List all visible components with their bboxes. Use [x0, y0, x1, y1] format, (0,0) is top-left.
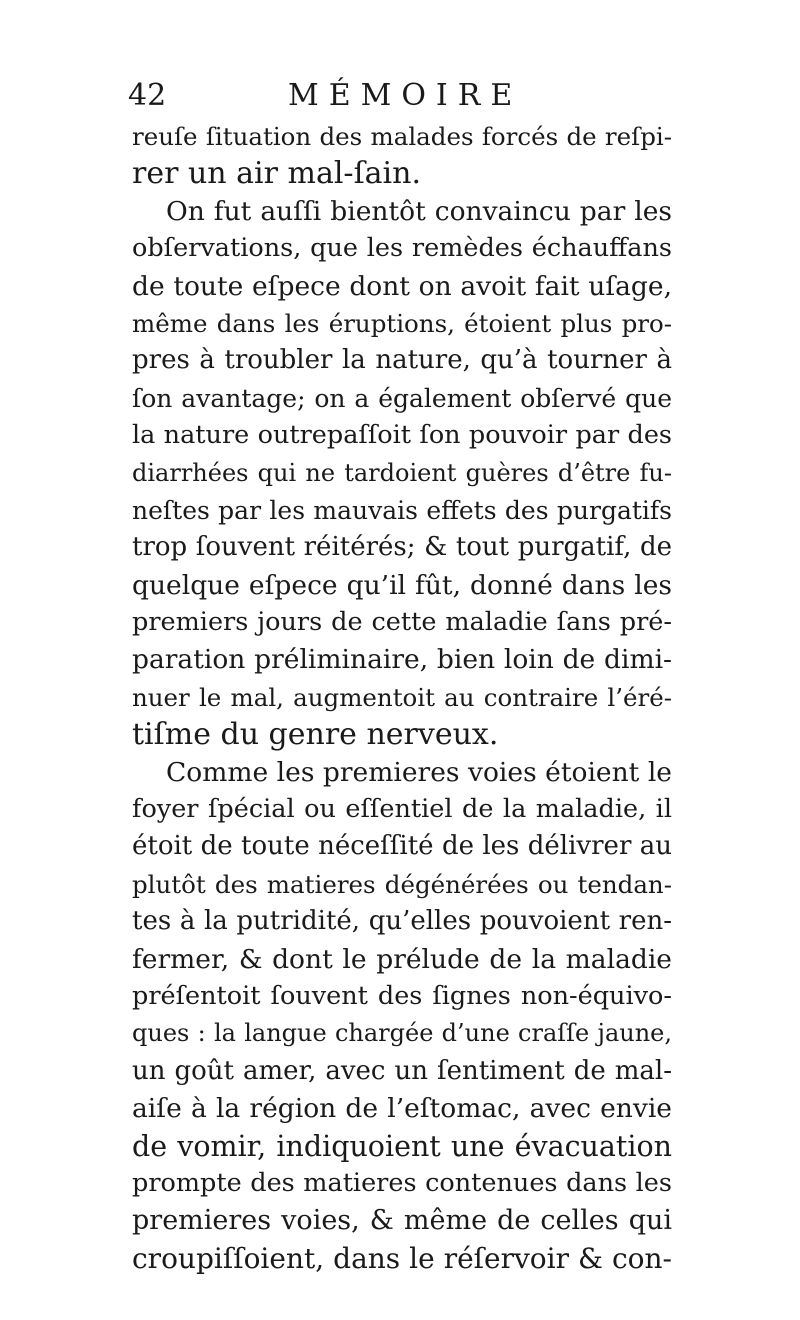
text-line: diarrhées qui ne tardoient guères d’être fu-	[132, 458, 672, 487]
text-line: obſervations, que les remèdes échauffans	[132, 233, 672, 264]
text-line: ſon avantage; on a également obſervé que	[132, 383, 672, 413]
text-line: même dans les éruptions, étoient plus pro-	[132, 308, 672, 338]
text-line: foyer ſpécial ou eſſentiel de la maladie, il	[132, 794, 672, 825]
text-line: pres à troubler la nature, qu’à tourner à	[132, 345, 672, 376]
text-line: premieres voies, & même de celles qui	[132, 1205, 672, 1237]
text-line: croupiſſoient, dans le réſervoir & con-	[132, 1241, 672, 1275]
text-line: quelque eſpece qu’il fût, donné dans les	[132, 569, 672, 601]
text-line: la nature outrepaſſoit ſon pouvoir par des	[132, 420, 672, 451]
text-line: de vomir, indiquoient une évacuation	[132, 1129, 672, 1163]
text-line: neſtes par les mauvais effets des purgatifs	[132, 495, 672, 525]
running-head: MÉMOIRE	[288, 78, 523, 113]
text-line: Comme les premieres voies étoient le	[166, 756, 672, 788]
text-line: tes à la putridité, qu’elles pouvoient ren-	[132, 906, 672, 937]
text-line: fermer, & dont le prélude de la maladie	[132, 943, 672, 975]
text-line: prompte des matieres contenues dans les	[132, 1167, 672, 1198]
text-line: premiers jours de cette maladie ſans pré-	[132, 607, 672, 638]
text-line: ques : la langue chargée d’une craſſe jaune,	[132, 1019, 672, 1048]
text-line: tiſme du genre nerveux.	[132, 717, 499, 753]
text-line: paration préliminaire, bien loin de dimi-	[132, 644, 672, 676]
text-line: préſentoit ſouvent des ſignes non-équivo-	[132, 980, 672, 1011]
text-line: nuer le mal, augmentoit au contraire l’éré-	[132, 682, 672, 712]
text-line: de toute eſpece dont on avoit fait uſage,	[132, 270, 672, 302]
text-line: reuſe ſituation des malades forcés de reſpi-	[132, 122, 672, 151]
page-header	[128, 78, 688, 118]
page-number: 42	[128, 78, 167, 113]
text-line: plutôt des matieres dégénérées ou tendan-	[132, 869, 672, 899]
body-text	[132, 118, 672, 1277]
text-line: rer un air mal-ſain.	[132, 156, 422, 192]
text-line: On fut auſſi bientôt convaincu par les	[166, 195, 672, 227]
text-line: trop ſouvent réitérés; & tout purgatif, de	[132, 532, 672, 563]
text-line: étoit de toute néceſſité de les délivrer au	[132, 831, 672, 862]
text-line: aiſe à la région de l’eſtomac, avec envie	[132, 1093, 672, 1125]
text-line: un goût amer, avec un ſentiment de mal-	[132, 1055, 672, 1086]
